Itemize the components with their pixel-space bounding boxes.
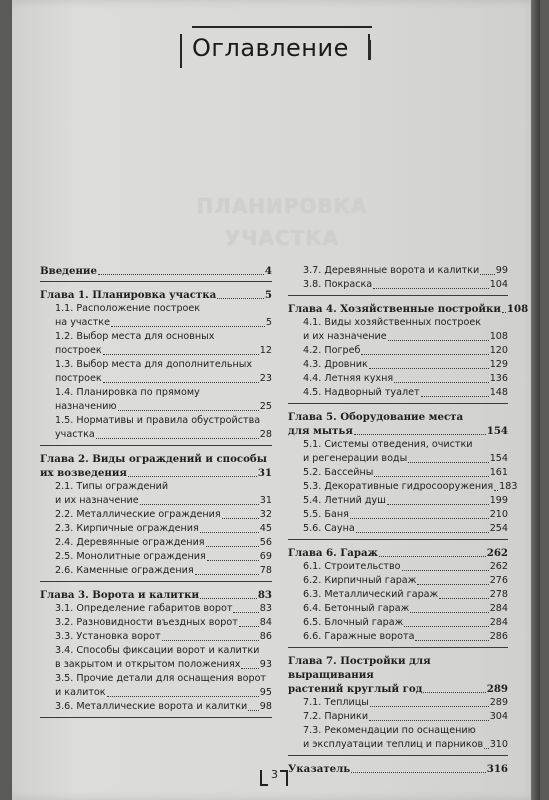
toc-entry[interactable]: [288, 588, 508, 602]
dot-leader: [351, 772, 486, 773]
toc-chapter-heading[interactable]: [288, 410, 508, 438]
page-ref: 129: [489, 359, 508, 370]
chapter-title-line: Глава 5. Оборудование места: [288, 411, 464, 423]
entry-title-line: 5.4. Летний душ: [303, 495, 386, 506]
chapter-title-line: для мытья: [288, 425, 353, 437]
header-mark: [368, 40, 371, 60]
entry-title-line: на участке: [55, 317, 110, 328]
header-frame-left: [180, 34, 182, 68]
page-ref: 23: [259, 373, 272, 384]
toc-entry[interactable]: [40, 564, 272, 578]
dot-leader: [200, 598, 257, 599]
entry-title-line: 5.3. Декоративные гидросооружения: [303, 481, 494, 492]
dot-leader: [207, 560, 259, 561]
page-ref: 86: [259, 631, 272, 642]
show-through-line: УЧАСТКА: [224, 226, 340, 250]
dot-leader: [354, 434, 486, 435]
toc-row: [303, 494, 508, 508]
toc-entry[interactable]: [40, 700, 272, 714]
dot-leader: [387, 504, 489, 505]
page-ref: 161: [489, 467, 508, 478]
toc-entry[interactable]: [40, 480, 272, 508]
page-ref: 45: [259, 523, 272, 534]
dot-leader: [118, 410, 259, 411]
page-ref: 99: [495, 265, 508, 276]
dot-leader: [408, 462, 489, 463]
entry-title-line: 4.1. Виды хозяйственных построек: [303, 317, 482, 328]
dot-leader: [402, 570, 489, 571]
dot-leader: [239, 626, 259, 627]
toc-row: [55, 536, 272, 550]
entry-title-line: 6.6. Гаражные ворота: [303, 631, 415, 642]
toc-entry[interactable]: [288, 466, 508, 480]
entry-title-line: 4.5. Надворный туалет: [303, 387, 420, 398]
toc-row: [303, 560, 508, 574]
toc-row: [303, 372, 508, 386]
dot-leader: [410, 612, 488, 613]
dot-leader: [374, 476, 488, 477]
toc-row: [55, 564, 272, 578]
toc-intro[interactable]: [40, 264, 272, 278]
toc-row: [303, 696, 508, 710]
toc-entry[interactable]: [288, 438, 508, 466]
page-ref: 83: [259, 603, 272, 614]
entry-title-line: участка: [55, 429, 95, 440]
entry-title-line: построек: [55, 373, 102, 384]
toc-entry[interactable]: [288, 480, 518, 494]
toc-row: [40, 588, 272, 602]
dot-leader: [107, 696, 259, 697]
toc-row: [303, 358, 508, 372]
dot-leader: [417, 584, 488, 585]
toc-entry[interactable]: [288, 630, 508, 644]
page-ref: 136: [489, 373, 508, 384]
toc-entry[interactable]: [40, 630, 272, 644]
page-ref: 56: [259, 537, 272, 548]
toc-row: [288, 546, 508, 560]
dot-leader: [356, 532, 489, 533]
dot-leader: [415, 640, 488, 641]
page-ref: 278: [489, 589, 508, 600]
toc-entry[interactable]: [288, 508, 508, 522]
entry-title-line: 7.1. Теплицы: [303, 697, 369, 708]
entry-title-line: 3.6. Металлические ворота и калитки: [55, 701, 248, 712]
toc-entry[interactable]: [40, 550, 272, 564]
toc-row: [55, 700, 272, 714]
toc-entry[interactable]: [288, 616, 508, 630]
page-ref: 25: [259, 401, 272, 412]
entry-title-line: 5.2. Бассейны: [303, 467, 374, 478]
dot-leader: [195, 574, 259, 575]
toc-entry[interactable]: [288, 522, 508, 536]
page-ref: 154: [489, 453, 508, 464]
toc-row: [55, 686, 272, 700]
page-ref: 289: [486, 683, 508, 695]
dot-leader: [222, 518, 259, 519]
toc-entry[interactable]: [40, 386, 272, 414]
page-number-value: 3: [271, 768, 278, 781]
entry-title-line: и регенерации воды: [303, 453, 408, 464]
toc-entry[interactable]: [288, 574, 508, 588]
page-number: [258, 768, 298, 792]
toc-chapter-heading[interactable]: [40, 452, 272, 480]
toc-entry[interactable]: [288, 358, 508, 372]
toc-chapter-heading[interactable]: [40, 588, 272, 602]
page-ref: 69: [259, 551, 272, 562]
show-through-heading: [182, 190, 382, 254]
toc-entry[interactable]: [40, 602, 272, 616]
dot-leader: [423, 692, 485, 693]
page-ref: 304: [489, 711, 508, 722]
dot-leader: [350, 518, 489, 519]
chapter-title-line: растений круглый год: [288, 683, 423, 695]
page-ref: 262: [486, 547, 508, 559]
toc-chapter-heading[interactable]: [288, 546, 508, 560]
page-ref: 316: [486, 763, 508, 775]
toc-entry[interactable]: [288, 724, 508, 752]
entry-title-line: 3.4. Способы фиксации ворот и калитки: [55, 645, 260, 656]
entry-title-line: 3.1. Определение габаритов ворот: [55, 603, 233, 614]
entry-title-line: 4.3. Дровник: [303, 359, 368, 370]
entry-title-line: 2.3. Кирпичные ограждения: [55, 523, 199, 534]
toc-row: [303, 480, 518, 494]
entry-title-line: 6.1. Строительство: [303, 561, 401, 572]
dot-leader: [361, 354, 488, 355]
entry-title-line: и их назначение: [55, 495, 139, 506]
entry-title-line: 2.1. Типы ограждений: [55, 481, 169, 492]
toc-row: [55, 316, 272, 330]
page-ref: 210: [489, 509, 508, 520]
toc-row: [55, 508, 272, 522]
dot-leader: [480, 274, 495, 275]
toc-entry[interactable]: [288, 494, 508, 508]
dot-leader: [217, 298, 264, 299]
toc-row: [303, 330, 508, 344]
page-ref: 108: [489, 331, 508, 342]
entry-title-line: 5.5. Баня: [303, 509, 349, 520]
book-page: [12, 0, 540, 800]
toc-entry[interactable]: [288, 560, 508, 574]
toc-row: [303, 508, 508, 522]
chapter-title-line: Глава 6. Гараж: [288, 547, 378, 559]
dot-leader: [379, 556, 486, 557]
toc-row: [303, 710, 508, 724]
toc-entry[interactable]: [288, 372, 508, 386]
toc-row: [303, 344, 508, 358]
entry-title-line: 3.7. Деревянные ворота и калитки: [303, 265, 480, 276]
dot-leader: [200, 532, 259, 533]
entry-title-line: 7.2. Парники: [303, 711, 369, 722]
toc-row: [55, 522, 272, 536]
folio-bracket-right: [280, 770, 288, 786]
toc-row: [55, 616, 272, 630]
dot-leader: [206, 546, 259, 547]
entry-title-line: 1.5. Нормативы и правила обустройства: [55, 415, 261, 426]
toc-section-intro: [40, 264, 272, 282]
toc-entry[interactable]: [40, 672, 272, 700]
toc-row: [303, 630, 508, 644]
entry-title-line: 4.2. Погреб: [303, 345, 361, 356]
chapter-title-line: Глава 3. Ворота и калитки: [40, 589, 200, 601]
toc-entry[interactable]: [40, 644, 272, 672]
page-ref: 31: [259, 495, 272, 506]
toc-row: [55, 602, 272, 616]
toc-row: [288, 682, 508, 696]
dot-leader: [241, 668, 258, 669]
toc-row: [55, 658, 272, 672]
dot-leader: [404, 626, 488, 627]
toc-row: [288, 424, 508, 438]
toc-row: [303, 602, 508, 616]
entry-title-line: 3.8. Покраска: [303, 279, 373, 290]
page-ref: 310: [489, 739, 508, 750]
toc-row: [303, 574, 508, 588]
toc-row: [40, 288, 272, 302]
entry-title-line: 6.3. Металлический гараж: [303, 589, 439, 600]
toc-column-right: [288, 264, 529, 785]
toc-entry[interactable]: [40, 302, 272, 330]
page-ref: 199: [489, 495, 508, 506]
page-header: [180, 26, 380, 74]
toc-row: [303, 278, 508, 292]
toc-chapter: [288, 654, 508, 756]
toc-row: [55, 550, 272, 564]
page-ref: 12: [259, 345, 272, 356]
page-ref: 284: [489, 617, 508, 628]
toc-entry[interactable]: [40, 536, 272, 550]
entry-title-line: 1.3. Выбор места для дополнительных: [55, 359, 253, 370]
entry-title-line: 4.4. Летняя кухня: [303, 373, 394, 384]
dot-leader: [394, 382, 489, 383]
page-edge: [531, 0, 540, 800]
toc-row: [303, 522, 508, 536]
page-ref: 286: [489, 631, 508, 642]
toc-row: [303, 264, 508, 278]
entry-title-line: и их назначение: [303, 331, 387, 342]
toc-chapter: [288, 410, 518, 540]
toc-row: [303, 466, 508, 480]
entry-title-line: 2.6. Каменные ограждения: [55, 565, 194, 576]
page-ref: 84: [259, 617, 272, 628]
page-ref: 108: [506, 303, 529, 315]
toc-entry[interactable]: [40, 616, 272, 630]
show-through-line: ПЛАНИРОВКА: [196, 194, 368, 218]
dot-leader: [421, 396, 489, 397]
page-ref: 262: [489, 561, 508, 572]
entry-title-line: 5.1. Системы отведения, очистки: [303, 439, 473, 450]
toc-row: [55, 372, 272, 386]
toc-entry[interactable]: [288, 386, 508, 400]
entry-title-line: 7.3. Рекомендации по оснащению: [303, 725, 476, 736]
toc-chapter: [288, 302, 529, 404]
dot-leader: [248, 710, 259, 711]
toc-row: [303, 588, 508, 602]
entry-title-line: 3.3. Установка ворот: [55, 631, 161, 642]
dot-leader: [369, 720, 489, 721]
toc-row: [55, 630, 272, 644]
entry-title-line: 2.4. Деревянные ограждения: [55, 537, 205, 548]
entry-title-line: в закрытом и открытом положениях: [55, 659, 241, 670]
toc-entry[interactable]: [288, 316, 508, 344]
dot-leader: [373, 288, 489, 289]
page-ref: 93: [259, 659, 272, 670]
toc-row: [288, 302, 529, 316]
page-ref: 104: [489, 279, 508, 290]
dot-leader: [494, 490, 498, 491]
entry-title-line: 1.4. Планировка по прямому: [55, 387, 200, 398]
toc-index[interactable]: [288, 762, 508, 776]
toc-entry[interactable]: [288, 710, 508, 724]
toc-column-left: [40, 264, 272, 724]
intro-title: Введение: [40, 265, 97, 277]
page-title: Оглавление: [192, 34, 349, 62]
toc-row: [303, 452, 508, 466]
entry-title-line: и калиток: [55, 687, 106, 698]
toc-entry[interactable]: [40, 330, 272, 358]
dot-leader: [502, 312, 506, 313]
toc-entry[interactable]: [288, 344, 508, 358]
toc-chapter: [40, 452, 272, 582]
page-ref: 4: [264, 265, 272, 277]
chapter-title-line: Глава 7. Постройки для выращивания: [288, 655, 431, 681]
toc-chapter: [40, 288, 272, 446]
entry-title-line: 3.5. Прочие детали для оснащения ворот: [55, 673, 267, 684]
dot-leader: [439, 598, 488, 599]
toc-entry[interactable]: [40, 508, 272, 522]
page-ref: 32: [259, 509, 272, 520]
page-ref: 95: [259, 687, 272, 698]
entry-title-line: 6.5. Блочный гараж: [303, 617, 404, 628]
toc-section-index: [288, 762, 508, 779]
entry-title-line: и эксплуатации теплиц и парников: [303, 739, 484, 750]
page-ref: 289: [489, 697, 508, 708]
page-ref: 31: [257, 467, 272, 479]
dot-leader: [98, 274, 264, 275]
page-ref: 284: [489, 603, 508, 614]
entry-title-line: 3.2. Разновидности въездных ворот: [55, 617, 238, 628]
page-ref: 5: [265, 317, 272, 328]
toc-chapter: [40, 588, 272, 718]
entry-title-line: 1.1. Расположение построек: [55, 303, 201, 314]
entry-title-line: 6.4. Бетонный гараж: [303, 603, 410, 614]
toc-row: [40, 466, 272, 480]
toc-entry[interactable]: [288, 264, 508, 278]
page-ref: 254: [489, 523, 508, 534]
toc-entry[interactable]: [288, 696, 508, 710]
entry-title-line: 2.2. Металлические ограждения: [55, 509, 221, 520]
toc-row: [55, 344, 272, 358]
entry-title-line: назначению: [55, 401, 117, 412]
dot-leader: [140, 504, 259, 505]
folio-bracket-left: [260, 770, 268, 786]
dot-leader: [370, 706, 489, 707]
page-ref: 183: [499, 481, 518, 492]
entry-title-line: 5.6. Сауна: [303, 523, 355, 534]
toc-chapter: [288, 546, 508, 648]
page-ref: 5: [264, 289, 272, 301]
toc-row: [303, 386, 508, 400]
toc-row: [55, 428, 272, 442]
toc-row: [55, 494, 272, 508]
toc-continuation: [288, 264, 508, 296]
dot-leader: [162, 640, 259, 641]
page-ref: 154: [486, 425, 508, 437]
entry-title-line: построек: [55, 345, 102, 356]
index-title: Указатель: [288, 763, 351, 775]
page-ref: 148: [489, 387, 508, 398]
dot-leader: [388, 340, 489, 341]
toc-chapter-heading[interactable]: [288, 654, 508, 696]
toc-entry[interactable]: [40, 358, 272, 386]
entry-title-line: 1.2. Выбор места для основных: [55, 331, 215, 342]
dot-leader: [128, 476, 257, 477]
page-ref: 28: [259, 429, 272, 440]
chapter-title-line: Глава 1. Планировка участка: [40, 289, 217, 301]
dot-leader: [103, 354, 259, 355]
toc-entry[interactable]: [40, 414, 272, 442]
toc-row: [303, 738, 508, 752]
dot-leader: [484, 748, 489, 749]
toc-row: [55, 400, 272, 414]
dot-leader: [103, 382, 259, 383]
entry-title-line: 6.2. Кирпичный гараж: [303, 575, 417, 586]
entry-title-line: 2.5. Монолитные ограждения: [55, 551, 206, 562]
toc-chapter-heading[interactable]: [288, 302, 529, 316]
toc-row: [303, 616, 508, 630]
dot-leader: [111, 326, 265, 327]
toc-entry[interactable]: [40, 522, 272, 536]
dot-leader: [369, 368, 489, 369]
chapter-title-line: Глава 2. Виды ограждений и способы: [40, 453, 267, 465]
toc-entry[interactable]: [288, 602, 508, 616]
toc-entry[interactable]: [288, 278, 508, 292]
page-ref: 120: [489, 345, 508, 356]
chapter-title-line: их возведения: [40, 467, 127, 479]
toc-chapter-heading[interactable]: [40, 288, 272, 302]
chapter-title-line: Глава 4. Хозяйственные постройки: [288, 303, 501, 315]
page-ref: 276: [489, 575, 508, 586]
dot-leader: [96, 438, 259, 439]
page-ref: 78: [259, 565, 272, 576]
page-ref: 83: [257, 589, 272, 601]
dot-leader: [233, 612, 258, 613]
page-ref: 98: [259, 701, 272, 712]
